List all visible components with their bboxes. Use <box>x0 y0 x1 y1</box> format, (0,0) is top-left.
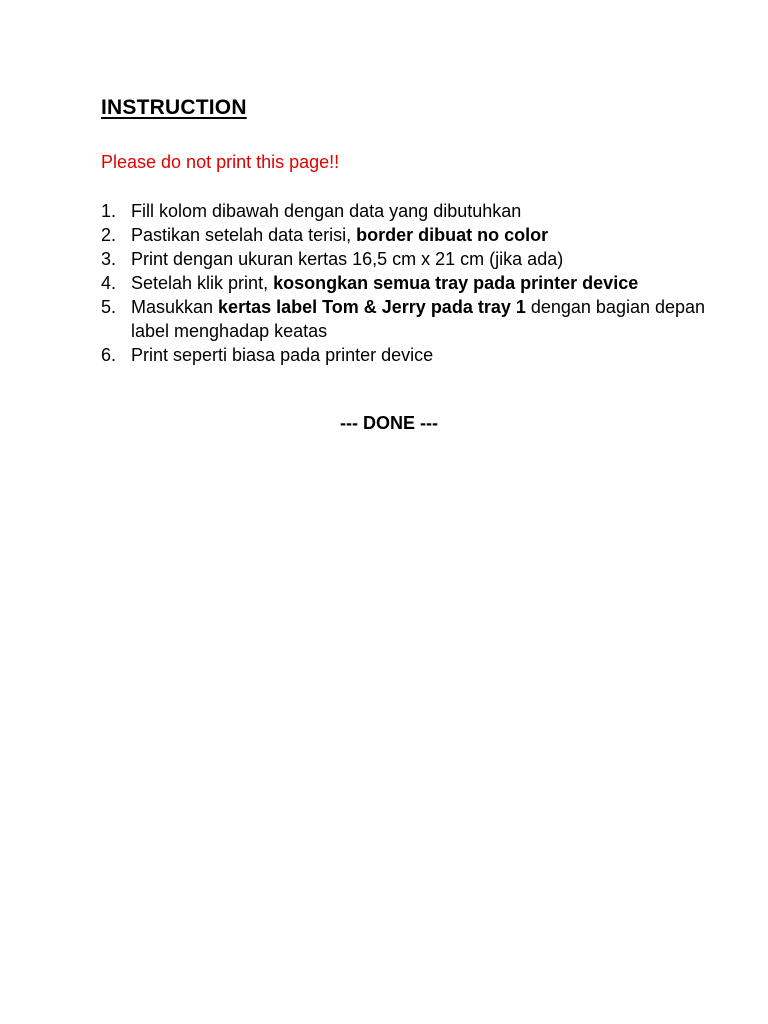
warning-text: Please do not print this page!! <box>101 152 340 172</box>
step-text <box>131 201 521 221</box>
step-number: 4. <box>101 273 117 293</box>
step-text <box>131 297 705 341</box>
step-number: 5. <box>101 297 117 317</box>
step-text-bold: kertas label Tom & Jerry pada tray 1 <box>218 297 526 317</box>
step-number: 3. <box>101 249 117 269</box>
instruction-step <box>101 271 721 295</box>
instruction-list <box>101 199 721 367</box>
page-title: INSTRUCTION <box>101 96 247 119</box>
step-text-part: Masukkan <box>131 297 219 317</box>
instruction-step <box>101 295 721 343</box>
step-number: 6. <box>101 345 117 365</box>
instruction-step <box>101 247 721 271</box>
step-text-part: Print seperti biasa pada printer device <box>131 345 434 365</box>
step-number: 2. <box>101 225 117 245</box>
step-number: 1. <box>101 201 117 221</box>
step-text-part: Setelah klik print, <box>131 273 274 293</box>
step-text-part: dengan bagian depan label menghadap keatas <box>131 297 706 341</box>
done-text: --- DONE --- <box>340 413 438 433</box>
step-text-bold: kosongkan semua tray pada printer device <box>273 273 639 293</box>
instruction-step <box>101 199 721 223</box>
step-text <box>131 249 563 269</box>
step-text-bold: border dibuat no color <box>356 225 549 245</box>
step-text <box>131 345 433 365</box>
step-text-part: Print dengan ukuran kertas 16,5 cm x 21 cm (jika ada) <box>131 249 564 269</box>
step-text <box>131 225 548 245</box>
step-text <box>131 273 638 293</box>
instruction-step <box>101 343 721 367</box>
step-text-part: Pastikan setelah data terisi, <box>131 225 357 245</box>
step-text-part: Fill kolom dibawah dengan data yang dibutuhkan <box>131 201 522 221</box>
instruction-step <box>101 223 721 247</box>
